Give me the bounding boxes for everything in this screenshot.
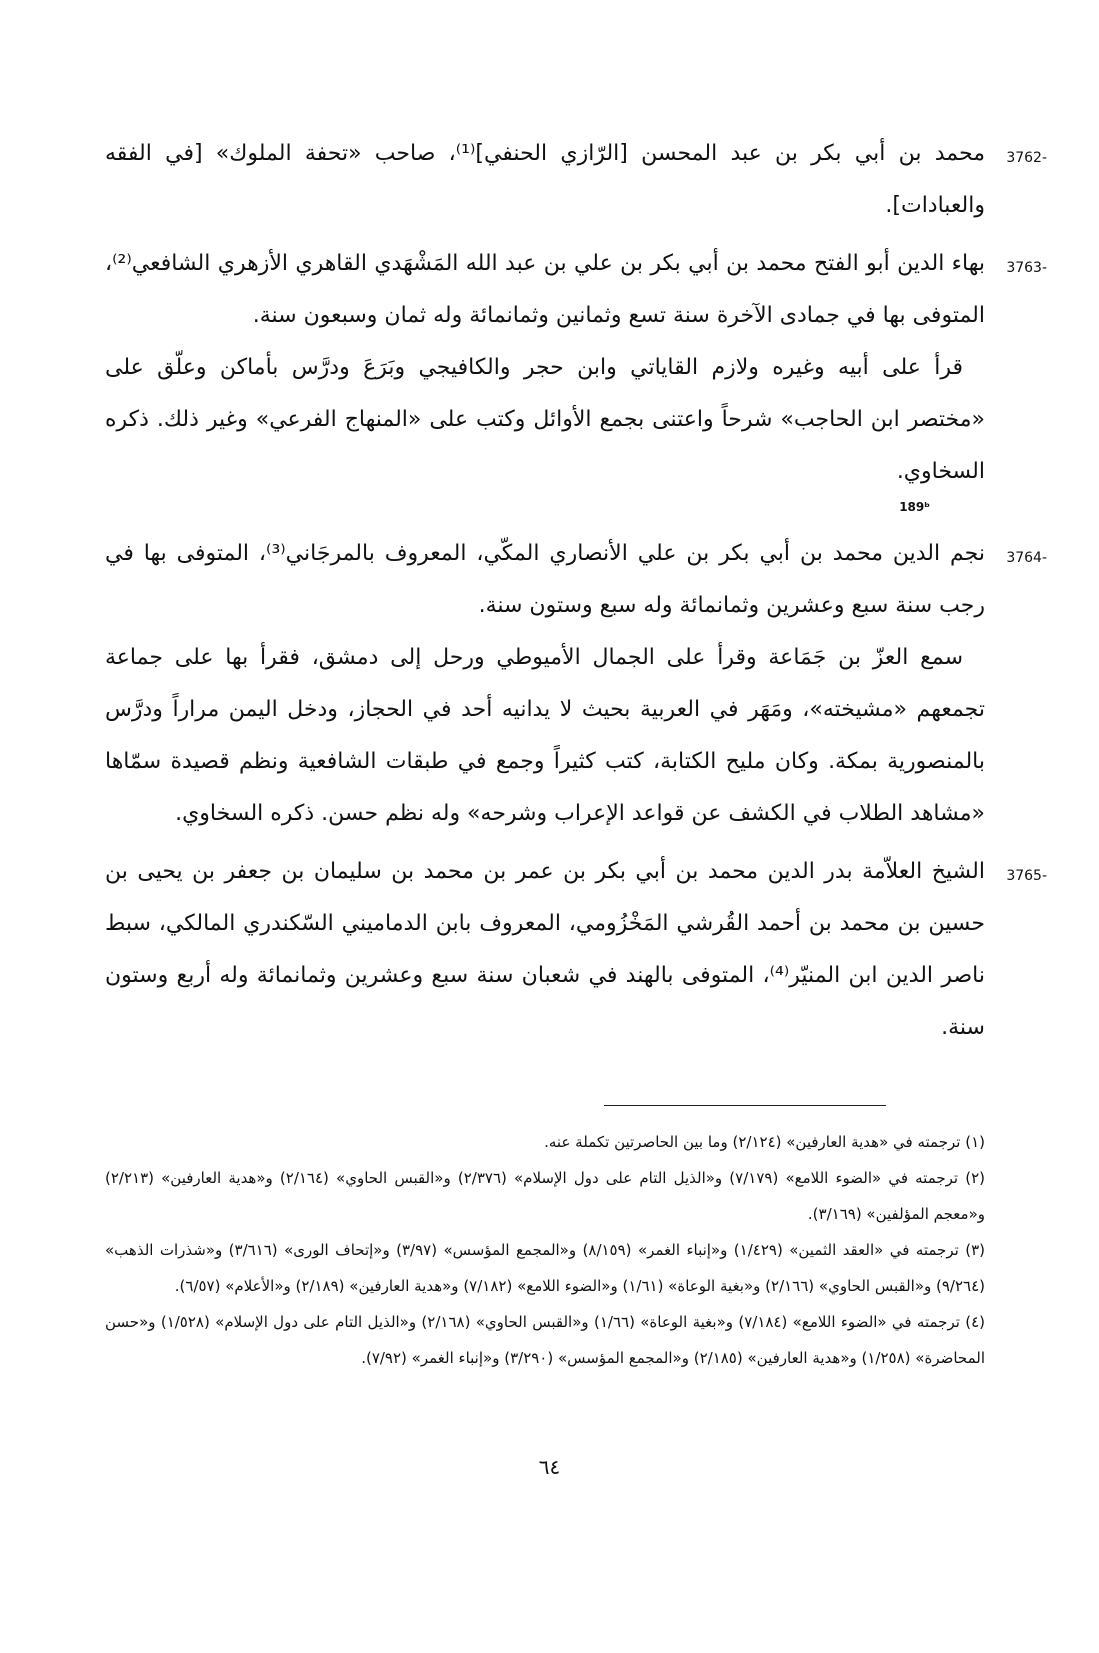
- entry-number: 3763-: [1006, 260, 1047, 276]
- footnote-2: (٢) ترجمته في «الضوء اللامع» (٧/١٧٩) و«الذيل التام على دول الإسلام» (٢/٣٧٦) و«القبس الحاوي» (٢/١٦٤) و«هدية العارفين» (٢/٢١٣) و«معجم المؤلفين» (٣/١٦٩).: [105, 1169, 986, 1223]
- footnotes: [105, 1124, 985, 1376]
- main-text: [105, 128, 1047, 1054]
- entry-3765: [105, 846, 1047, 1054]
- entry-3763: [105, 238, 1047, 498]
- folio-marker-text: 189ᵇ: [899, 500, 930, 514]
- entry-paragraph: قرأ على أبيه وغيره ولازم القاياتي وابن حجر والكافيجي وبَرَعَ ودرَّس بأماكن وعلّق على «مختصر ابن الحاجب» شرحاً واعتنى بجمع الأوائل وكتب على «المنهاج الفرعي» وغير ذلك. ذكره السخاوي.: [105, 355, 985, 484]
- footnote-4: (٤) ترجمته في «الضوء اللامع» (٧/١٨٤) و«بغية الوعاة» (١/٦٦) و«القبس الحاوي» (٢/١٦٨) و«الذيل التام على دول الإسلام» (١/٥٢٨) و«حسن المحاضرة» (١/٢٥٨) و«هدية العارفين» (٢/١٨٥) و«المجمع المؤسس» (٣/٢٩٠) و«إنباء الغمر» (٧/٩٢).: [105, 1313, 986, 1367]
- entry-paragraph: محمد بن أبي بكر بن عبد المحسن [الرّازي الحنفي]⁽¹⁾، صاحب «تحفة الملوك» [في الفقه والعبادات].: [105, 141, 986, 218]
- entry-number: 3764-: [1006, 550, 1047, 566]
- page-number: ٦٤: [538, 1455, 561, 1479]
- entry-paragraph: بهاء الدين أبو الفتح محمد بن أبي بكر بن علي بن عبد الله المَشْهَدي القاهري الأزهري الشافعي⁽²⁾، المتوفى بها في جمادى الآخرة سنة تسع وثمانين وثمانمائة وله ثمان وسبعون سنة.: [105, 251, 985, 328]
- entry-number: 3765-: [1006, 868, 1047, 884]
- entry-number: 3762-: [1006, 150, 1047, 166]
- entry-paragraph: الشيخ العلاّمة بدر الدين محمد بن أبي بكر بن عمر بن محمد بن سليمان بن جعفر بن يحيى بن حسين بن محمد بن أحمد القُرشي المَخْزُومي، المعروف بابن الدماميني السّكندري المالكي، سبط ناصر الدين ابن المنيّر⁽⁴⁾، المتوفى بالهند في شعبان سنة سبع وعشرين وثمانمائة وله أربع وستون سنة.: [105, 859, 985, 1040]
- entry-paragraph: سمع العزّ بن جَمَاعة وقرأ على الجمال الأميوطي ورحل إلى دمشق، فقرأ بها على جماعة تجمعهم «مشيخته»، ومَهَر في العربية بحيث لا يدانيه أحد في الحجاز، ودخل اليمن مراراً ودرَّس بالمنصورية بمكة. وكان مليح الكتابة، كتب كثيراً وجمع في طبقات الشافعية ونظم قصيدة سمّاها «مشاهد الطلاب في الكشف عن قواعد الإعراب وشرحه» وله نظم حسن. ذكره السخاوي.: [105, 645, 985, 826]
- footnote-separator: [604, 1105, 886, 1106]
- entry-3764: [105, 528, 1047, 840]
- footnote-1: (١) ترجمته في «هدية العارفين» (٢/١٢٤) وما بين الحاصرتين تكملة عنه.: [544, 1133, 985, 1151]
- entry-paragraph: نجم الدين محمد بن أبي بكر بن علي الأنصاري المكّي، المعروف بالمرجَاني⁽³⁾، المتوفى بها في رجب سنة سبع وعشرين وثمانمائة وله سبع وستون سنة.: [105, 541, 985, 618]
- footnote-3: (٣) ترجمته في «العقد الثمين» (١/٤٢٩) و«إنباء الغمر» (٨/١٥٩) و«المجمع المؤسس» (٣/٩٧) و«إتحاف الورى» (٣/٦١٦) و«شذرات الذهب» (٩/٢٦٤) و«القبس الحاوي» (٢/١٦٦) و«بغية الوعاة» (١/٦١) و«الضوء اللامع» (٧/١٨٢) و«هدية العارفين» (٢/١٨٩) و«الأعلام» (٦/٥٧).: [105, 1241, 985, 1295]
- entry-3762: [105, 128, 1047, 232]
- manuscript-folio-marker: [105, 498, 985, 528]
